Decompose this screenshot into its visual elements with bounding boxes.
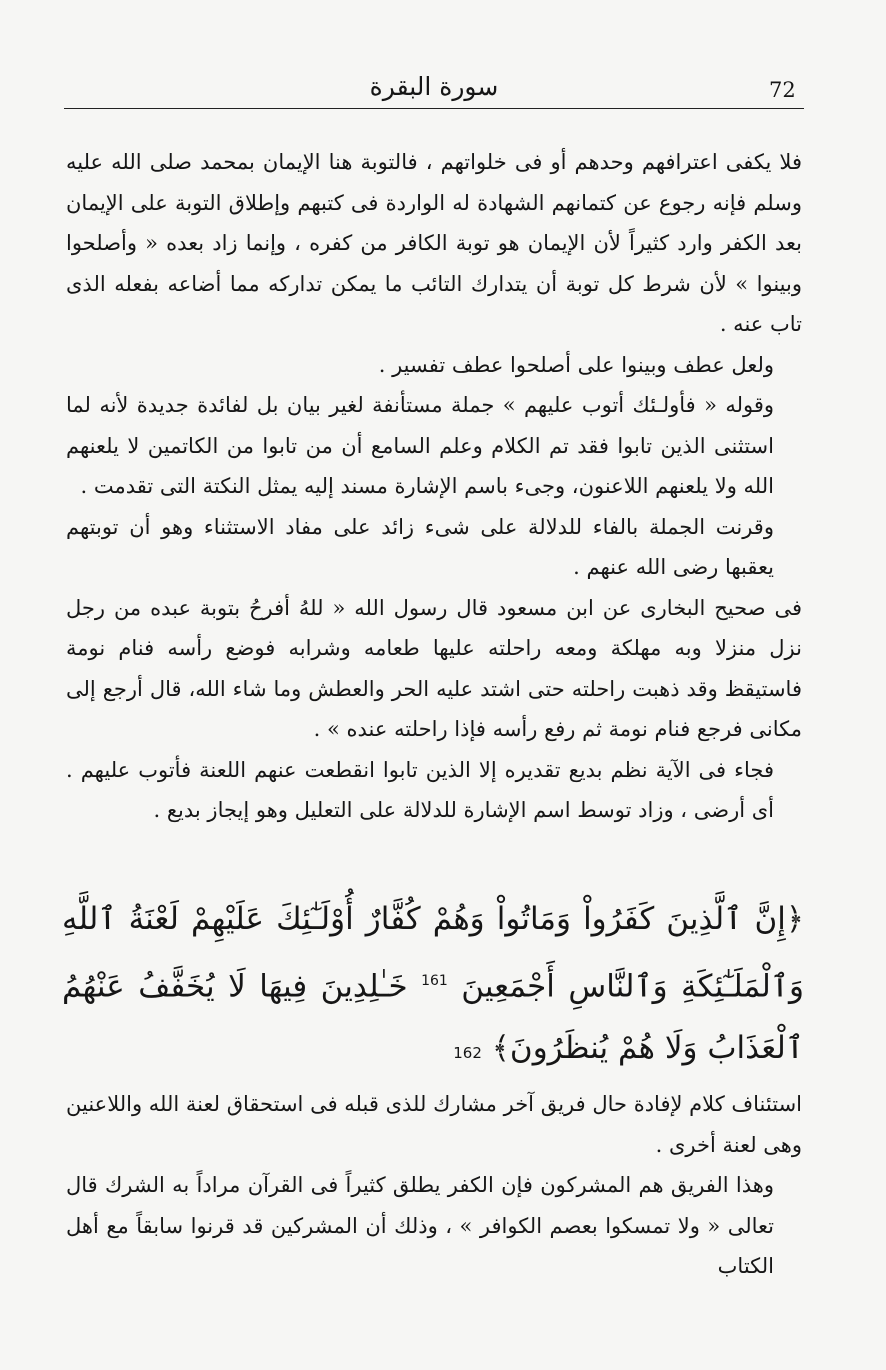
verse-text-part-2: خَـٰلِدِينَ فِيهَا لَا يُخَفَّفُ عَنْهُمُ ٱلْعَذَابُ وَلَا هُمْ يُنظَرُونَ bbox=[62, 968, 804, 1067]
commentary-text bbox=[66, 142, 802, 831]
paragraph: فى صحيح البخارى عن ابن مسعود قال رسول الله « للهُ أفرحُ بتوبة عبده من رجل نزل منزلا وبه مهلكة ومعه راحلته عليها طعامه وشرابه فوضع رأسه فنام نومة فاستيقظ وقد ذهبت راحلته حتى اشتد عليه الحر والعطش وما شاء الله، قال أرجع إلى مكانى فرجع فنام نومة ثم رفع رأسه فإذا راحلته عنده » . bbox=[66, 595, 802, 741]
quran-verse bbox=[62, 888, 804, 1084]
paragraph: وقرنت الجملة بالفاء للدلالة على شىء زائد على مفاد الاستثناء وهو أن توبتهم يعقبها رضى الله عنهم . bbox=[66, 514, 774, 579]
paragraph: فلا يكفى اعترافهم وحدهم أو فى خلواتهم ، فالتوبة هنا الإيمان بمحمد صلى الله عليه وسلم فإنه رجوع عن كتمانهم الشهادة له الواردة فى كتبهم وإطلاق التوبة على الإيمان بعد الكفر وارد كثيراً لأن الإيمان هو توبة الكافر من كفره ، وإنما زاد بعده « وأصلحوا وبينوا » لأن شرط كل توبة أن يتدارك التائب ما يمكن تداركه مما أضاعه بفعله الذى تاب عنه . bbox=[66, 150, 802, 336]
verse-close-bracket: ﴾ bbox=[491, 1030, 510, 1067]
commentary-text-continued bbox=[66, 1084, 802, 1287]
verse-number-162: 162 bbox=[453, 1044, 482, 1063]
verse-number-161: 161 bbox=[421, 973, 448, 989]
paragraph: استئناف كلام لإفادة حال فريق آخر مشارك للذى قبله فى استحقاق لعنة الله واللاعنين وهى لعنة أخرى . bbox=[66, 1092, 802, 1157]
header-divider bbox=[64, 108, 804, 109]
verse-text-part-1: إِنَّ ٱلَّذِينَ كَفَرُواْ وَمَاتُواْ وَهُمْ كُفَّارٌ أُوْلَـٰٓئِكَ عَلَيْهِمْ لَعْنَةُ ٱللَّهِ وَٱلْمَلَـٰٓئِكَةِ وَٱلنَّاسِ أَجْمَعِينَ bbox=[62, 901, 804, 1005]
paragraph: فجاء فى الآية نظم بديع تقديره إلا الذين تابوا انقطعت عنهم اللعنة فأتوب عليهم . أى أرضى ، وزاد توسط اسم الإشارة للدلالة على التعليل وهو إيجاز بديع . bbox=[66, 757, 774, 822]
page-number: 72 bbox=[769, 78, 796, 102]
verse-open-bracket: ﴿ bbox=[785, 901, 804, 937]
paragraph: ولعل عطف وبينوا على أصلحوا عطف تفسير . bbox=[378, 352, 774, 377]
page-header bbox=[64, 58, 804, 110]
surah-title: سورة البقرة bbox=[369, 72, 499, 101]
paragraph: وقوله « فأولـئك أتوب عليهم » جملة مستأنفة لغير بيان بل لفائدة جديدة لأنه لما استثنى الذين تابوا فقد تم الكلام وعلم السامع أن من تابوا من الكاتمين لا يلعنهم الله ولا يلعنهم اللاعنون، وجىء باسم الإشارة مسند إليه يمثل النكتة التى تقدمت . bbox=[66, 393, 774, 498]
paragraph: وهذا الفريق هم المشركون فإن الكفر يطلق كثيراً فى القرآن مراداً به الشرك قال تعالى « ولا تمسكوا بعصم الكوافر » ، وذلك أن المشركين قد قرنوا سابقاً مع أهل الكتاب bbox=[66, 1173, 774, 1278]
